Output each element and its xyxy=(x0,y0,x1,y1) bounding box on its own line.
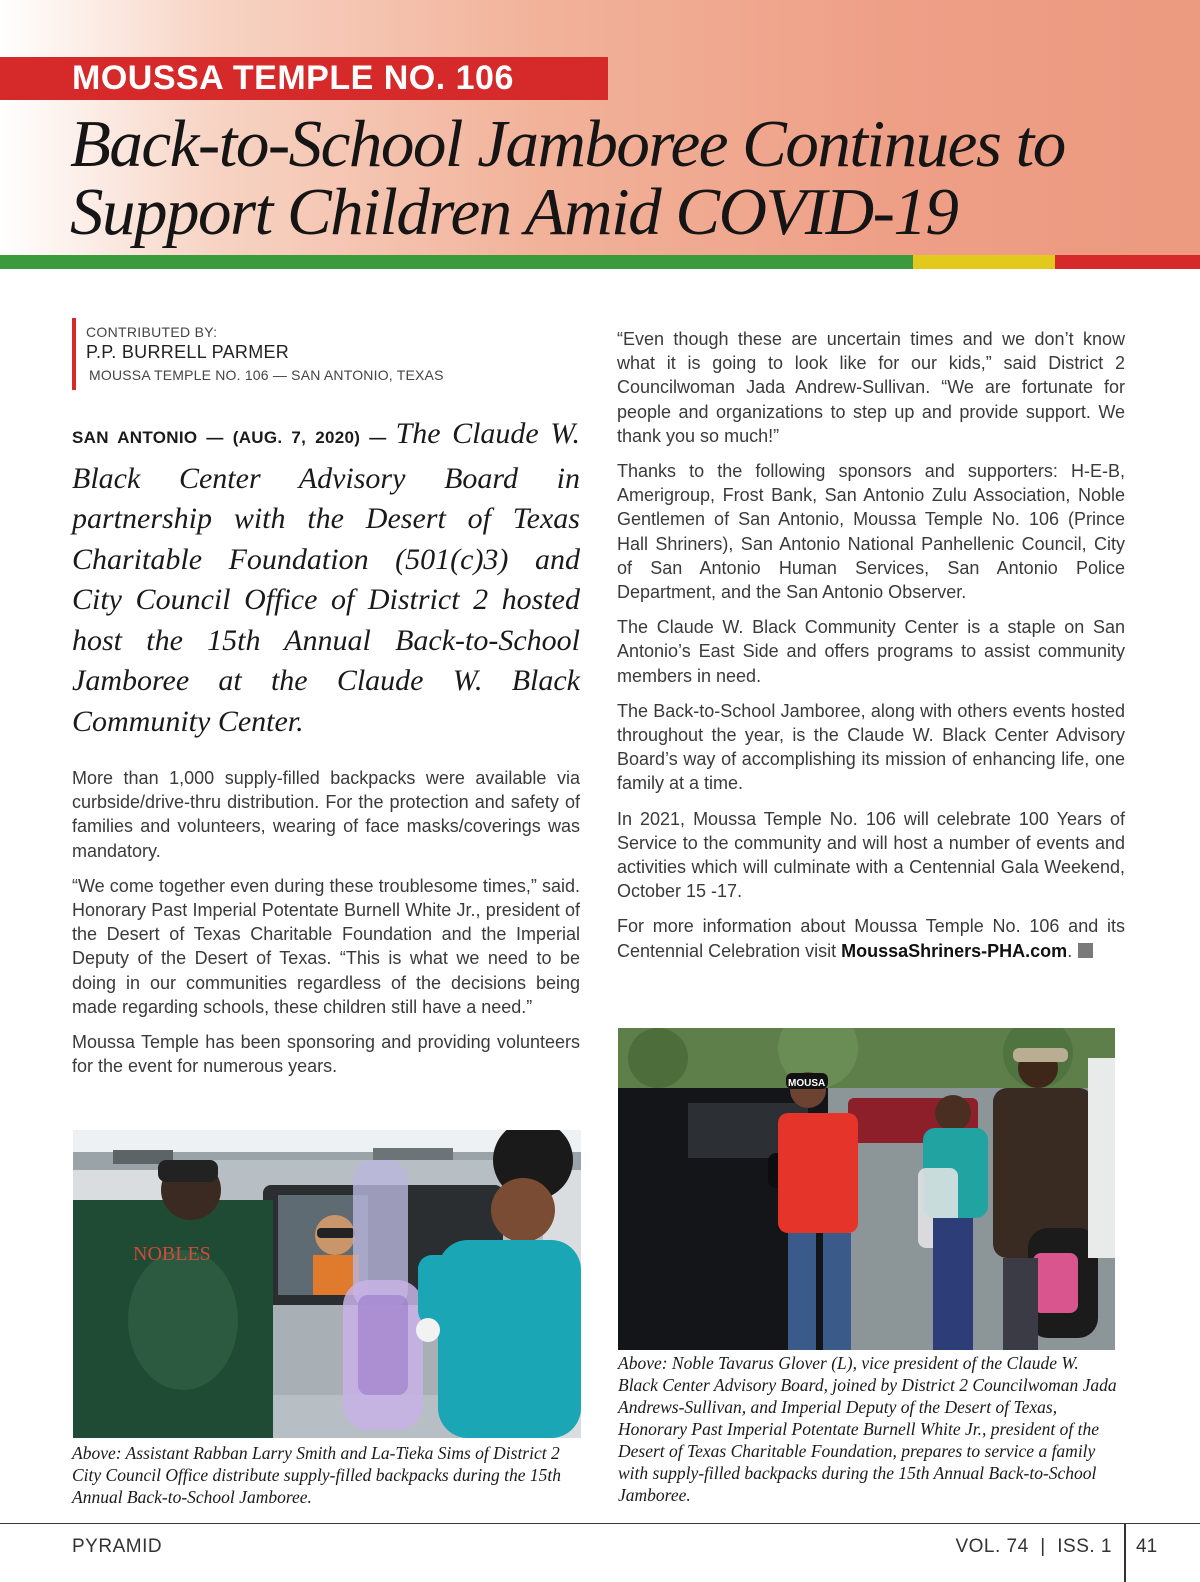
lede-text: The Claude W. Black Center Advisory Board in partnership with the Desert of Texas Charitable Foundation (501(c)3) and City Council Office of District 2 hosted host the 15th Annual Back-to-School Jamboree at the Claude W. Black Community Center. xyxy=(72,417,580,738)
section-kicker: MOUSSA TEMPLE NO. 106 xyxy=(0,57,608,100)
photo-backpack-distribution xyxy=(73,1130,581,1438)
contributor-block xyxy=(72,318,572,390)
footer-publication: PYRAMID xyxy=(72,1536,163,1557)
paragraph-quote-councilwoman: “Even though these are uncertain times and we don’t know what it is going to look like for our kids,” said District 2 Councilwoman Jada Andrew-Sullivan. “We are fortunate for people and organizations to step up and provide support. We thank you so much!” xyxy=(617,329,1125,446)
photo-left-illustration xyxy=(73,1130,581,1438)
jacket-text: NOBLES xyxy=(133,1243,211,1265)
article-lede xyxy=(72,414,580,742)
website-link[interactable]: MoussaShriners-PHA.com xyxy=(841,940,1068,961)
paragraph-community-center: The Claude W. Black Community Center is a staple on San Antonio’s East Side and offers programs to assist community members in need. xyxy=(617,617,1125,686)
photo-left-caption: Above: Assistant Rabban Larry Smith and La-Tieka Sims of District 2 City Council Office distribute supply-filled backpacks during the 15th Annual Back-to-School Jamboree. xyxy=(72,1443,561,1507)
photo-right-caption: Above: Noble Tavarus Glover (L), vice president of the Claude W. Black Center Advisory Board, joined by District 2 Councilwoman Jada Andrews-Sullivan, and Imperial Deputy of the Desert of Texas, Honorary Past Imperial Potentate Burnell White Jr., president of the Desert of Texas Charitable Foundation, prepares to service a family with supply-filled backpacks during the 15th Annual Back-to-School Jamboree. xyxy=(618,1353,1117,1505)
paragraph-quote-white: “We come together even during these troublesome times,” said. Honorary Past Imperial Potentate Burnell White Jr., president of the Desert of Texas Charitable Foundation and the Imperial Deputy of the Desert of Texas. “This is what we need to be doing in our communities regardless of the decisions being made regarding schools, these children still have a need.” xyxy=(72,875,580,1017)
cap-text: MOUSA xyxy=(788,1078,826,1089)
article-column-right xyxy=(617,327,1125,974)
more-info-end: . xyxy=(1067,940,1073,961)
paragraph-centennial: In 2021, Moussa Temple No. 106 will celebrate 100 Years of Service to the community and will host a number of events and activities which will culminate with a Centennial Gala Weekend, October 15 -17. xyxy=(617,808,1125,902)
paragraph-sponsors: Thanks to the following sponsors and supporters: H-E-B, Amerigroup, Frost Bank, San Antonio Zulu Association, Noble Gentlemen of San Antonio, Moussa Temple No. 106 (Prince Hall Shriners), San Antonio National Panhellenic Council, City of San Antonio Human Services, San Antonio Police Department, and the San Antonio Observer. xyxy=(617,461,1125,603)
paragraph-sponsoring: Moussa Temple has been sponsoring and providing volunteers for the event for numerous years. xyxy=(72,1032,580,1077)
color-stripe-yellow xyxy=(913,255,1055,269)
footer-volume-issue: VOL. 74 | ISS. 1 xyxy=(955,1536,1112,1557)
more-info-text: For more information about Moussa Temple No. 106 and its Centennial Celebration visit xyxy=(617,916,1125,961)
end-of-article-mark xyxy=(1078,943,1093,958)
paragraph-mission: The Back-to-School Jamboree, along with others events hosted throughout the year, is the Claude W. Black Center Advisory Board’s way of accomplishing its mission of enhancing life, one family at a time. xyxy=(617,700,1125,794)
headline-line-1: Back-to-School Jamboree Continues to xyxy=(70,107,1065,181)
article-headline xyxy=(70,107,1180,249)
color-stripe-green xyxy=(0,255,913,269)
photo-curbside-service xyxy=(618,1028,1115,1350)
color-stripe-red xyxy=(1055,255,1200,269)
contributor-label: CONTRIBUTED BY: xyxy=(86,324,218,340)
contributor-org: MOUSSA TEMPLE NO. 106 — SAN ANTONIO, TEXAS xyxy=(89,367,444,383)
footer-rule xyxy=(0,1523,1200,1524)
paragraph-backpacks: More than 1,000 supply-filled backpacks were available via curbside/drive-thru distribution. For the protection and safety of families and volunteers, wearing of face masks/coverings was mandatory. xyxy=(72,768,580,861)
headline-line-2: Support Children Amid COVID-19 xyxy=(70,175,958,249)
footer-page-number: 41 xyxy=(1136,1536,1158,1557)
article-dateline: SAN ANTONIO — (AUG. 7, 2020) — xyxy=(72,428,396,447)
footer-separator xyxy=(1124,1524,1126,1582)
paragraph-more-info xyxy=(617,914,1125,962)
article-column-left xyxy=(72,414,580,1089)
contributor-name: P.P. BURRELL PARMER xyxy=(86,342,290,362)
photo-right-illustration xyxy=(618,1028,1115,1350)
